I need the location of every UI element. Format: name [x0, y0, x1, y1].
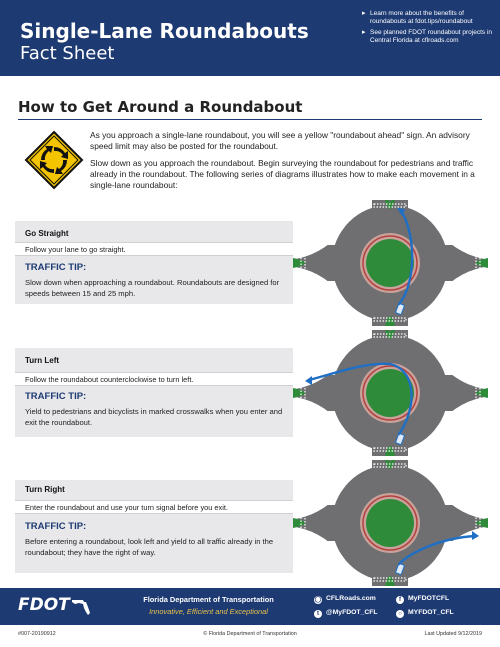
- globe-icon: ◯: [314, 597, 322, 603]
- footer-twitter-text: @MyFDOT_CFL: [326, 609, 378, 616]
- movement-panel-left: [15, 348, 293, 437]
- footer-facebook-link[interactable]: [396, 595, 449, 604]
- section-title: How to Get Around a Roundabout: [18, 98, 303, 116]
- movement-title: Go Straight: [25, 229, 69, 238]
- header-banner: [0, 0, 500, 76]
- roundabout-diagram-straight: [293, 200, 488, 326]
- central-island: [366, 239, 414, 287]
- movement-title: Turn Right: [25, 485, 65, 494]
- movement-instruction: [15, 242, 293, 256]
- movement-instruction: [15, 372, 293, 386]
- roundabout-diagram-left: [293, 330, 488, 456]
- section-divider: [18, 119, 482, 120]
- footer-facebook-text: MyFDOTCFL: [408, 595, 450, 602]
- traffic-tip-text: Yield to pedestrians and bicyclists in marked crosswalks when you enter and exit the roundabout.: [25, 407, 283, 427]
- movement-title: Turn Left: [25, 356, 60, 365]
- footer-tagline: Innovative, Efficient and Exceptional: [149, 607, 268, 616]
- fdot-logo: FDOT: [18, 595, 70, 615]
- copyright: © Florida Department of Transportation: [203, 631, 297, 637]
- instagram-icon: ○: [396, 610, 404, 618]
- twitter-icon: t: [314, 610, 322, 618]
- traffic-tip-label: TRAFFIC TIP:: [25, 262, 87, 273]
- header-link-benefits[interactable]: ▸ Learn more about the benefits of roundabouts at fdot.tips/roundabout: [362, 10, 492, 26]
- traffic-tip-label: TRAFFIC TIP:: [25, 521, 87, 532]
- roundabout-ahead-sign-icon: [24, 130, 84, 190]
- intro-text: [90, 130, 485, 197]
- traffic-tip-label: TRAFFIC TIP:: [25, 391, 87, 402]
- facebook-icon: f: [396, 596, 404, 604]
- footer-banner: [0, 588, 500, 625]
- footer-instagram-link[interactable]: [396, 609, 454, 618]
- central-island: [366, 499, 414, 547]
- intro-paragraph-2: Slow down as you approach the roundabout. Begin surveying the roundabout for pedestrians and traffic already in the roundabout. The following series of diagrams illustrates how to make each movement in a single-lane roundabout:: [90, 158, 475, 190]
- document-number: #007-20190912: [18, 631, 56, 637]
- movement-panel-right: [15, 480, 293, 573]
- footer-department: Florida Department of Transportation: [143, 595, 274, 604]
- roundabout-diagram-right: [293, 460, 488, 586]
- movement-instruction-text: Enter the roundabout and use your turn signal before you exit.: [25, 503, 228, 512]
- last-updated: Last Updated 9/12/2019: [424, 631, 482, 637]
- intro-paragraph-1: As you approach a single-lane roundabout, you will see a yellow "roundabout ahead" sign. An advisory speed limit may also be posted for the roundabout.: [90, 130, 470, 151]
- footer-instagram-text: MYFDOT_CFL: [408, 609, 454, 616]
- traffic-tip-text: Slow down when approaching a roundabout. Roundabouts are designed for speeds between 15 and 25 mph.: [25, 278, 280, 298]
- footer-website-link[interactable]: [314, 595, 376, 604]
- page-title: Single-Lane Roundabouts: [20, 19, 309, 43]
- movement-instruction: [15, 500, 293, 514]
- movement-instruction-text: Follow your lane to go straight.: [25, 245, 126, 254]
- footer-website-text: CFLRoads.com: [326, 595, 376, 602]
- footer-twitter-link[interactable]: [314, 609, 378, 618]
- movement-panel-straight: [15, 221, 293, 304]
- header-link-projects[interactable]: ▸ See planned FDOT roundabout projects in Central Florida at cflroads.com: [362, 29, 492, 45]
- traffic-tip-text: Before entering a roundabout, look left and yield to all traffic already in the roundabout; they have the right of way.: [25, 537, 274, 557]
- header-links: [362, 10, 492, 48]
- movement-instruction-text: Follow the roundabout counterclockwise to turn left.: [25, 375, 194, 384]
- page-subtitle: Fact Sheet: [20, 43, 115, 64]
- florida-map-icon: [71, 596, 91, 616]
